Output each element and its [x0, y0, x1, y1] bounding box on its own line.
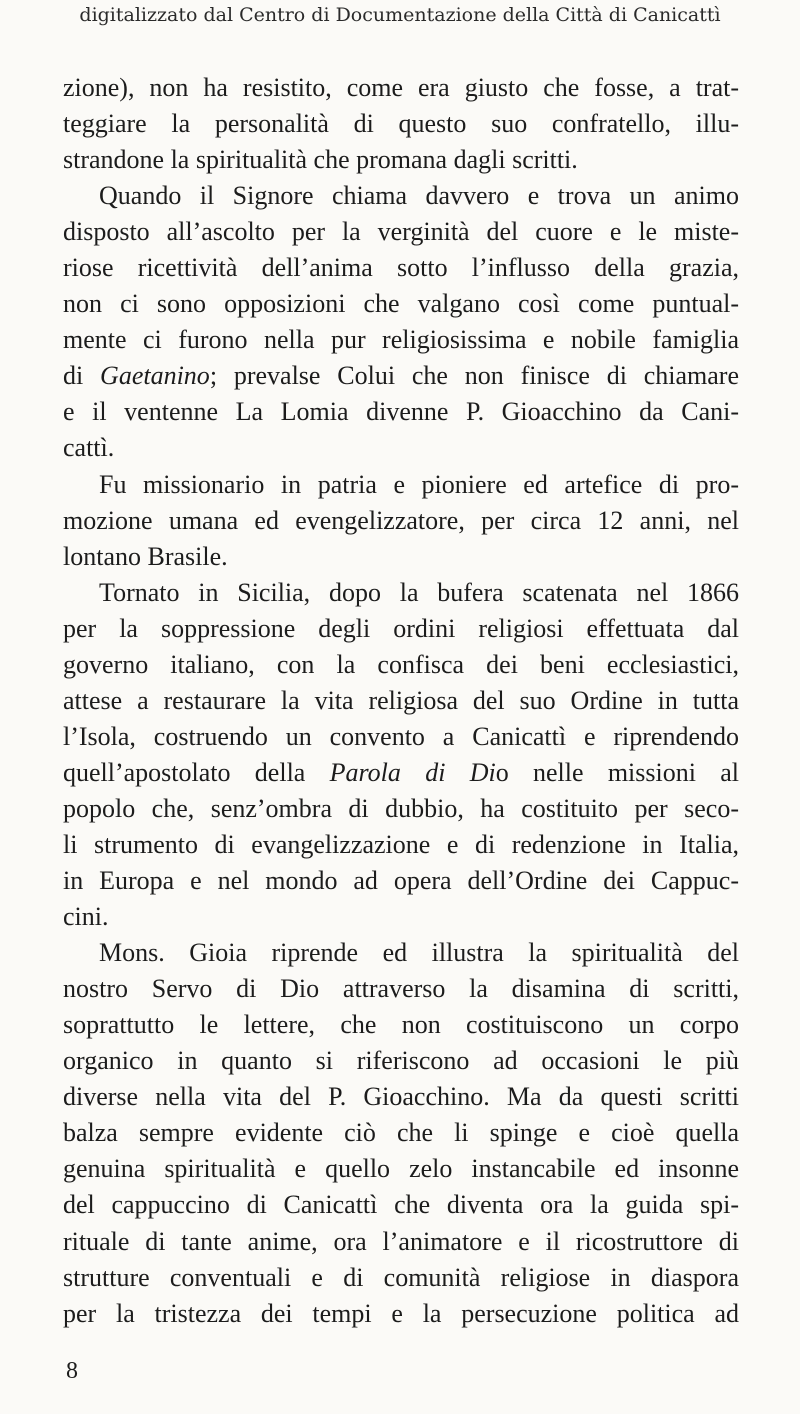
text-segment: lontano Brasile.: [63, 541, 228, 571]
text-segment: balza sempre evidente ciò che li spinge e cioè quella: [63, 1118, 739, 1148]
text-segment: o nelle missioni al: [495, 757, 740, 787]
text-segment: cattì.: [63, 433, 115, 463]
text-line: [63, 106, 739, 142]
text-segment: rituale di tante anime, ora l’animatore e il ricostruttore di: [63, 1226, 739, 1256]
text-line: [63, 250, 739, 286]
text-segment: ; prevalse Colui che non finisce di chiamare: [209, 361, 739, 391]
italic-text-segment: Gaetanino: [100, 361, 210, 391]
text-segment: Mons. Gioia riprende ed illustra la spiritualità del: [99, 938, 739, 968]
text-line: [63, 70, 739, 106]
text-line: [63, 575, 739, 611]
text-line: [63, 1187, 739, 1223]
paragraph: [63, 178, 739, 466]
text-line: [63, 899, 739, 935]
text-segment: strandone la spiritualità che promana dagli scritti.: [63, 145, 578, 175]
text-segment: Quando il Signore chiama davvero e trova un animo: [99, 181, 739, 211]
text-segment: governo italiano, con la confisca dei beni ecclesiastici,: [63, 649, 739, 679]
text-segment: nostro Servo di Dio attraverso la disamina di scritti,: [63, 974, 739, 1004]
text-line: [63, 1115, 739, 1151]
text-segment: per la soppressione degli ordini religiosi effettuata dal: [63, 613, 739, 643]
text-segment: quell’apostolato della: [63, 757, 330, 787]
paragraph: [63, 467, 739, 575]
text-line: [63, 142, 739, 178]
text-segment: soprattutto le lettere, che non costituiscono un corpo: [63, 1010, 739, 1040]
text-line: [63, 683, 739, 719]
text-line: [63, 611, 739, 647]
text-segment: per la tristezza dei tempi e la persecuzione politica ad: [63, 1298, 739, 1328]
text-segment: mente ci furono nella pur religiosissima e nobile famiglia: [63, 325, 739, 355]
text-segment: popolo che, senz’ombra di dubbio, ha costituito per seco-: [63, 793, 739, 823]
text-segment: di: [63, 361, 101, 391]
text-segment: organico in quanto si riferiscono ad occasioni le più: [63, 1046, 739, 1076]
text-line: [63, 322, 739, 358]
body-text: [63, 70, 739, 1332]
digitization-watermark-header: digitalizzato dal Centro di Documentazione della Città di Canicattì: [79, 4, 721, 26]
text-line: [63, 647, 739, 683]
text-line: [63, 286, 739, 322]
text-line: [63, 1260, 739, 1296]
paragraph: [63, 935, 739, 1332]
text-segment: diverse nella vita del P. Gioacchino. Ma da questi scritti: [63, 1082, 739, 1112]
paragraph: [63, 575, 739, 935]
text-segment: Fu missionario in patria e pioniere ed artefice di pro-: [99, 469, 739, 499]
italic-text-segment: Parola di Di: [329, 757, 496, 787]
text-line: [63, 719, 739, 755]
text-line: [63, 1151, 739, 1187]
text-segment: disposto all’ascolto per la verginità del cuore e le miste-: [63, 217, 739, 247]
text-line: [63, 503, 739, 539]
text-line: [63, 1043, 739, 1079]
text-line: [63, 791, 739, 827]
text-line: [63, 467, 739, 503]
text-segment: del cappuccino di Canicattì che diventa ora la guida spi-: [63, 1190, 739, 1220]
text-line: [63, 863, 739, 899]
text-line: [63, 1296, 739, 1332]
text-segment: in Europa e nel mondo ad opera dell’Ordine dei Cappuc-: [63, 866, 739, 896]
text-line: [63, 1079, 739, 1115]
text-line: [63, 1224, 739, 1260]
text-line: [63, 358, 739, 394]
page-number: 8: [66, 1358, 78, 1384]
text-line: [63, 827, 739, 863]
text-segment: li strumento di evangelizzazione e di redenzione in Italia,: [63, 829, 739, 859]
text-segment: zione), non ha resistito, come era giusto che fosse, a trat-: [63, 73, 739, 102]
text-line: [63, 935, 739, 971]
paragraph: [63, 70, 739, 178]
text-segment: mozione umana ed evengelizzatore, per circa 12 anni, nel: [63, 505, 739, 535]
text-line: [63, 394, 739, 430]
text-line: [63, 214, 739, 250]
text-segment: strutture conventuali e di comunità religiose in diaspora: [63, 1262, 739, 1292]
text-segment: attese a restaurare la vita religiosa del suo Ordine in tutta: [63, 685, 739, 715]
text-line: [63, 1007, 739, 1043]
text-segment: teggiare la personalità di questo suo confratello, illu-: [63, 109, 739, 139]
text-segment: cini.: [63, 902, 109, 932]
text-line: [63, 430, 739, 466]
text-segment: riose ricettività dell’anima sotto l’influsso della grazia,: [63, 253, 739, 283]
text-segment: genuina spiritualità e quello zelo instancabile ed insonne: [63, 1154, 739, 1184]
text-segment: non ci sono opposizioni che valgano così come puntual-: [63, 289, 739, 319]
text-line: [63, 539, 739, 575]
text-segment: Tornato in Sicilia, dopo la bufera scatenata nel 1866: [99, 577, 739, 607]
text-line: [63, 971, 739, 1007]
text-line: [63, 755, 739, 791]
text-segment: l’Isola, costruendo un convento a Canicattì e riprendendo: [63, 721, 739, 751]
text-segment: e il ventenne La Lomia divenne P. Gioacchino da Cani-: [63, 397, 739, 427]
text-line: [63, 178, 739, 214]
